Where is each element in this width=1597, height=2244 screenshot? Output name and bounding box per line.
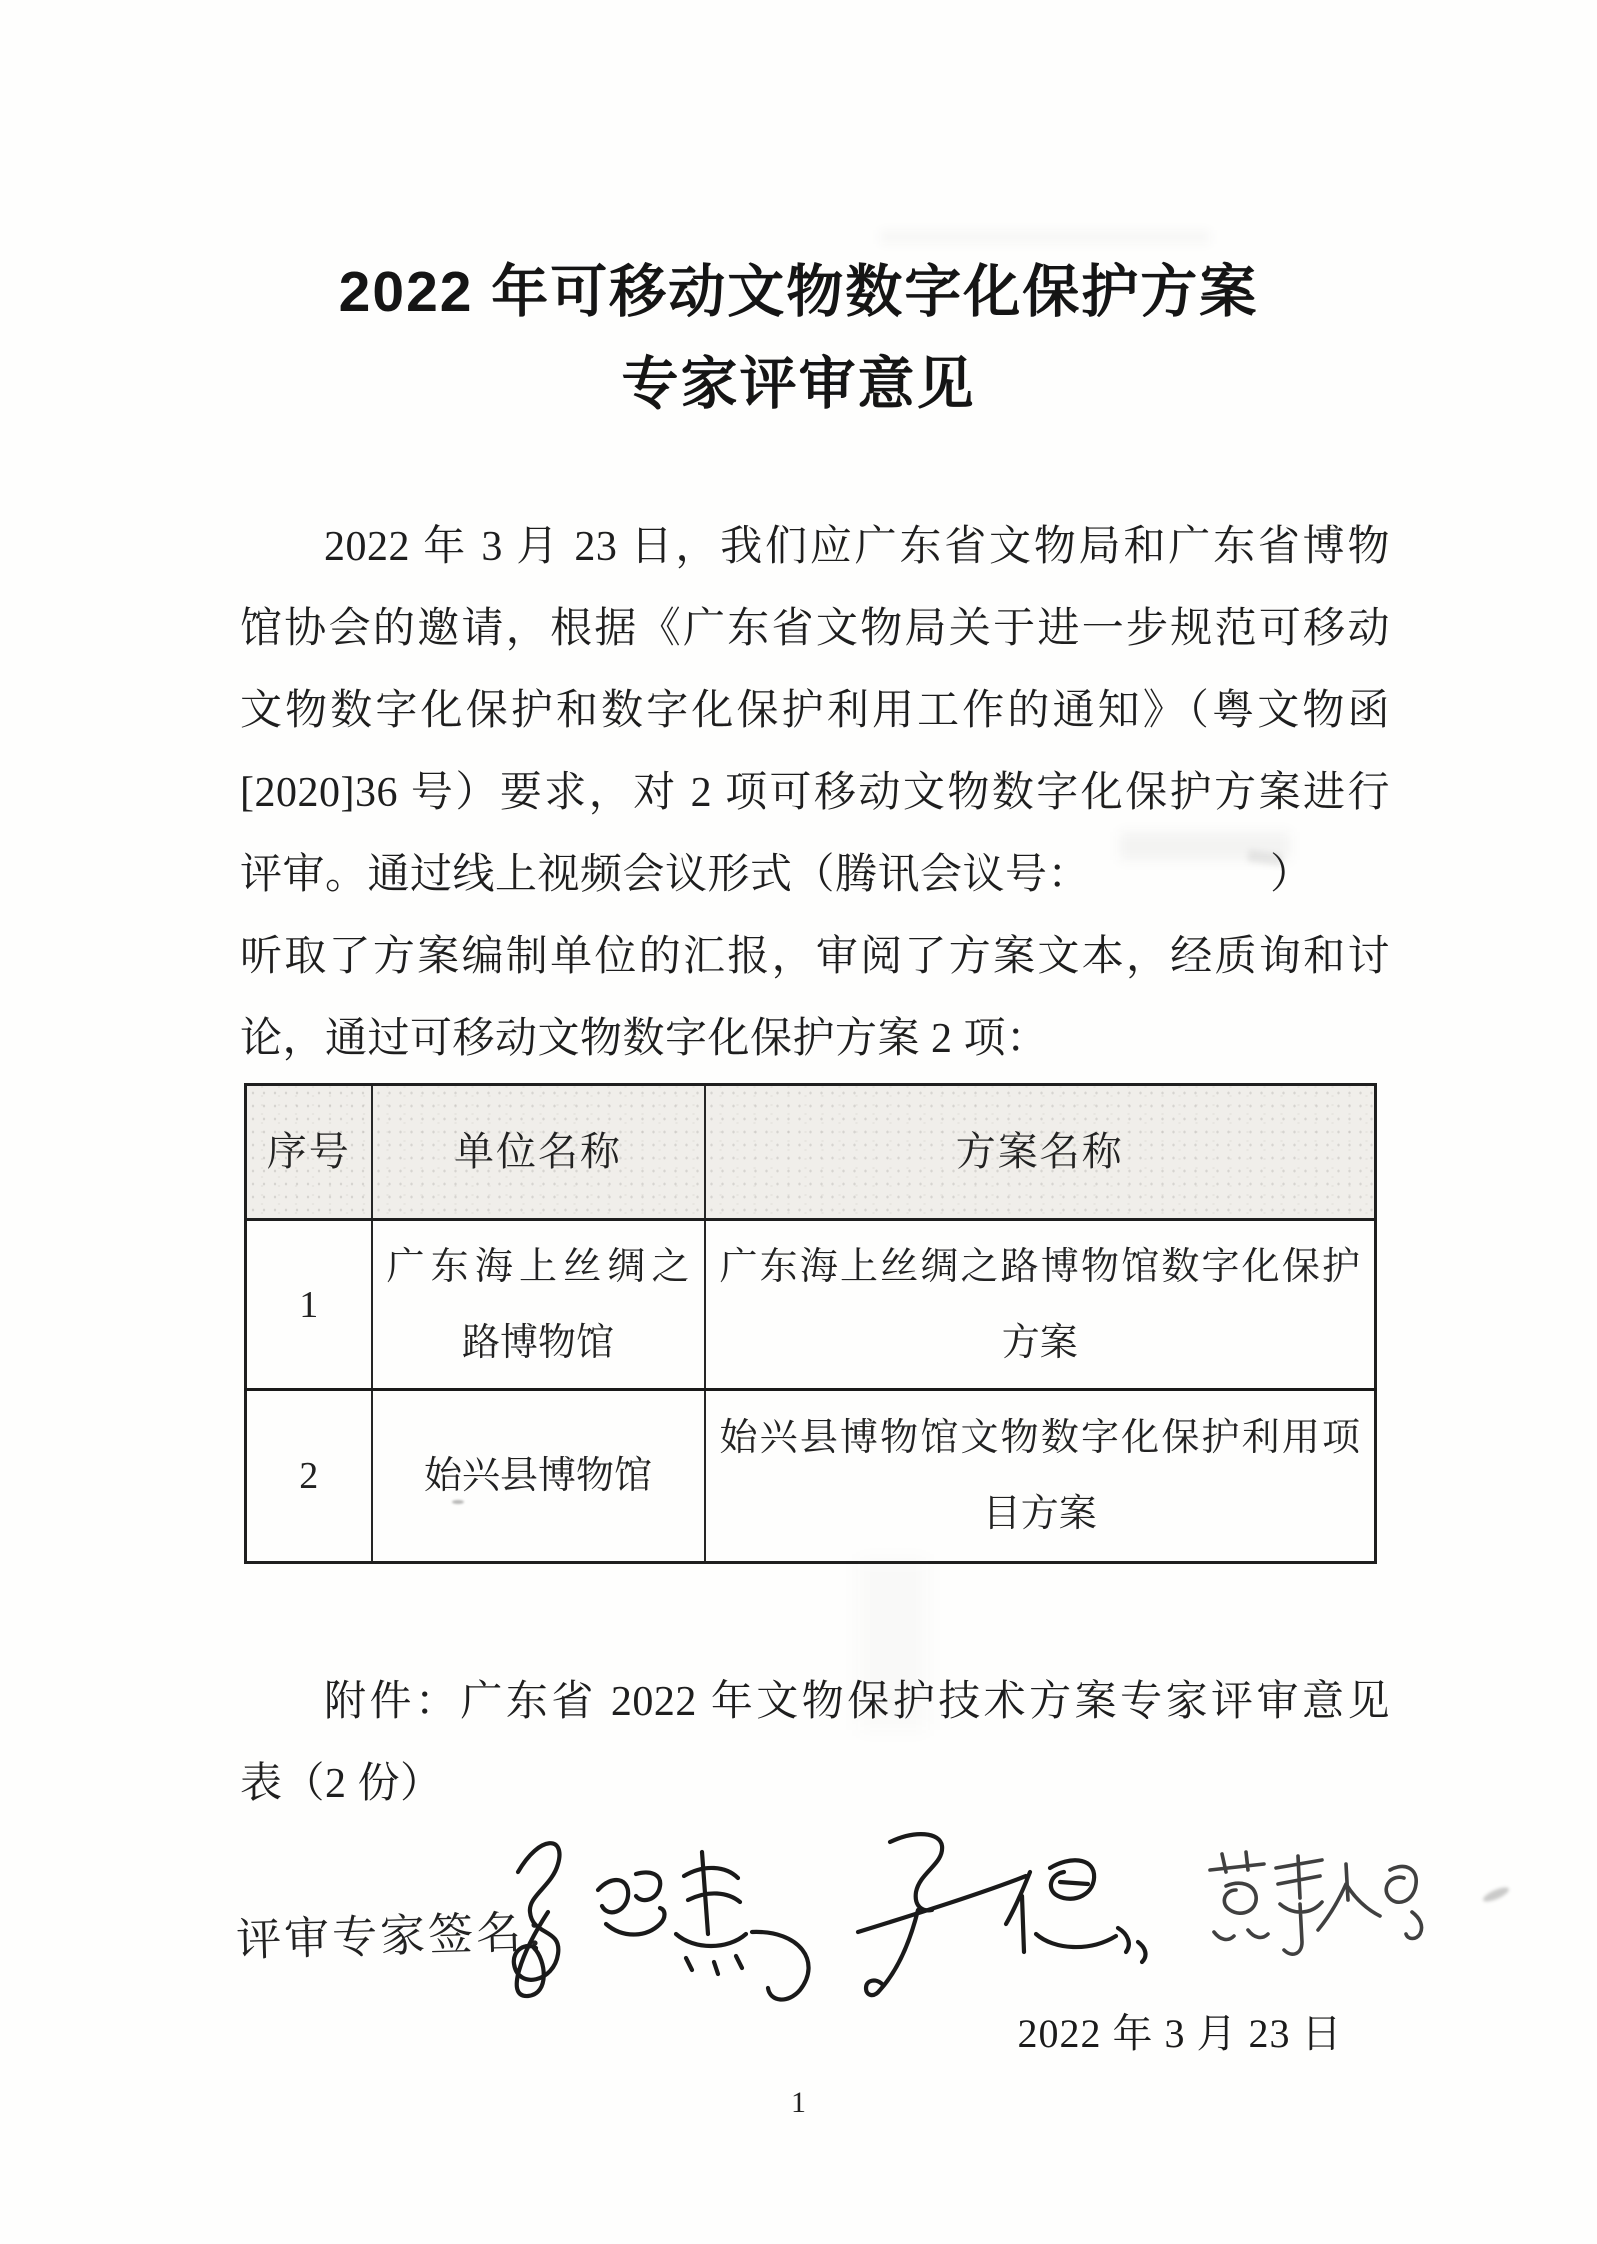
body-line-7: 论，通过可移动文物数字化保护方案 2 项： [240, 1016, 1049, 1062]
scan-smudge [880, 230, 1210, 244]
cell-row2-plan: 始兴县博物馆文物数字化保护利用项目方案 [705, 1390, 1376, 1563]
cell-row1-index: 1 [246, 1220, 372, 1390]
header-cell-index: 序号 [246, 1085, 372, 1220]
redacted-meeting-number [1090, 887, 1270, 888]
cell-row2-unit: 始兴县博物馆 [372, 1390, 705, 1563]
table-header-row [246, 1085, 1376, 1220]
body-line-3: 文物数字化保护和数字化保护利用工作的通知》（粤文物函 [240, 688, 1390, 734]
table-row [246, 1220, 1376, 1390]
expert-signature-2 [858, 1834, 1145, 1995]
expert-signature-3 [1210, 1852, 1422, 1954]
attachment-line-2: 表（2 份） [240, 1761, 443, 1807]
title-line-2: 专家评审意见 [621, 352, 976, 416]
scan-smudge [1481, 1885, 1510, 1905]
body-line-meeting [240, 834, 1390, 916]
handwritten-signatures [470, 1812, 1470, 2017]
body-line-4: [2020]36 号）要求，对 2 项可移动文物数字化保护方案进行 [240, 770, 1390, 816]
cell-row2-index: 2 [246, 1390, 372, 1563]
signature-label: 评审专家签名： [235, 1906, 573, 1966]
cell-row1-plan: 广东海上丝绸之路博物馆数字化保护方案 [705, 1220, 1376, 1390]
body-line-1: 2022 年 3 月 23 日，我们应广东省文物局和广东省博物 [324, 524, 1390, 570]
title-line-1: 2022 年可移动文物数字化保护方案 [338, 260, 1259, 324]
document-date: 2022 年 3 月 23 日 [1017, 2011, 1343, 2056]
header-cell-plan: 方案名称 [705, 1085, 1376, 1220]
body-paragraph [240, 506, 1390, 1080]
expert-signature-1 [514, 1843, 809, 1999]
review-table-container [244, 1083, 1374, 1564]
header-cell-unit: 单位名称 [372, 1085, 705, 1220]
meeting-line-suffix: ） [1270, 852, 1313, 898]
body-line-6: 听取了方案编制单位的汇报，审阅了方案文本，经质询和讨 [240, 934, 1390, 980]
body-line-2: 馆协会的邀请，根据《广东省文物局关于进一步规范可移动 [240, 606, 1390, 652]
meeting-line-prefix: 评审。通过线上视频会议形式（腾讯会议号： [240, 852, 1091, 898]
attachment-line-1: 附件：广东省 2022 年文物保护技术方案专家评审意见 [324, 1679, 1390, 1725]
page-number: 1 [791, 2086, 806, 2119]
table-row [246, 1390, 1376, 1563]
attachment-note [240, 1661, 1390, 1825]
document-title [0, 246, 1597, 430]
review-table [244, 1083, 1377, 1564]
cell-row1-unit: 广东海上丝绸之路博物馆 [372, 1220, 705, 1390]
